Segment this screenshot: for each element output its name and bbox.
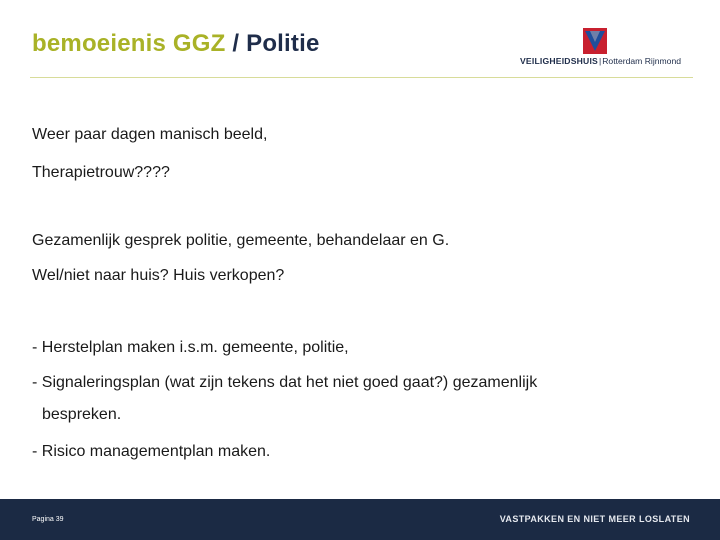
page-number: Pagina 39 (32, 516, 64, 523)
body-line-7: bespreken. (42, 406, 122, 423)
title-secondary: / Politie (225, 30, 320, 57)
footer-bar (0, 499, 720, 540)
title-divider (30, 77, 693, 78)
title-main: bemoeienis GGZ (32, 30, 226, 57)
logo-separator: | (598, 56, 602, 66)
body-line-3: Gezamenlijk gesprek politie, gemeente, behandelaar en G. (32, 232, 450, 249)
shield-logo-icon (583, 28, 607, 54)
logo-region: Rotterdam Rijnmond (602, 56, 682, 66)
logo-text (520, 56, 681, 66)
body-line-8: - Risico managementplan maken. (32, 443, 271, 460)
footer-slogan: VASTPAKKEN EN NIET MEER LOSLATEN (499, 514, 690, 524)
body-line-4: Wel/niet naar huis? Huis verkopen? (32, 267, 285, 284)
body-line-1: Weer paar dagen manisch beeld, (32, 126, 268, 143)
slide-title (32, 30, 320, 58)
veiligheidshuis-logo (520, 28, 695, 70)
logo-name: VEILIGHEIDSHUIS (520, 56, 598, 66)
body-line-5: - Herstelplan maken i.s.m. gemeente, politie, (32, 339, 349, 356)
body-line-6: - Signaleringsplan (wat zijn tekens dat het niet goed gaat?) gezamenlijk (32, 374, 538, 391)
body-line-2: Therapietrouw???? (32, 164, 170, 181)
